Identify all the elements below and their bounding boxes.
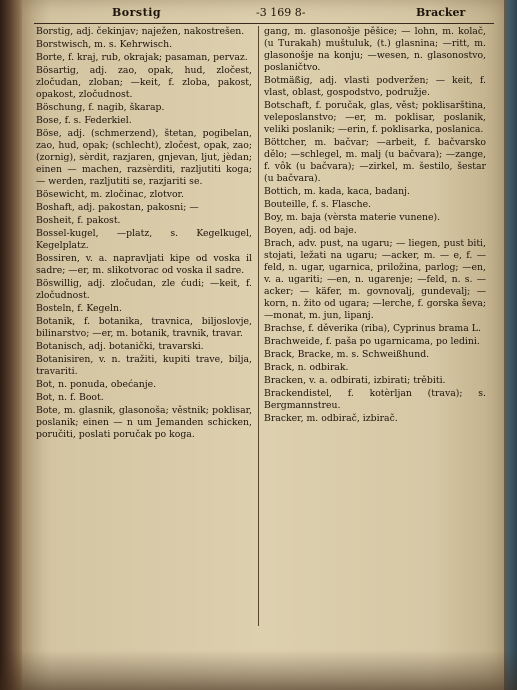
dictionary-entry: Brackendistel, f. kotèrljan (trava); s. Bergmannstreu. [264, 388, 486, 411]
dictionary-entry: gang, m. glasonošje pěšice; — lohn, m. kolač, (u Turakah) muštuluk, (t.) glasnina; —ritt, m. glasonošje na konju; —wesen, n. glasonostvo, poslaničtvo. [264, 26, 486, 73]
header-right-guideword: Bracker [416, 6, 466, 19]
dictionary-entry: Botschaft, f. poručak, glas, věst; poklisarština, veleposlanstvo; —er, m. poklisar, poslanik, veliki poslanik; —erin, f. poklisarka, poslanica. [264, 100, 486, 135]
dictionary-entry: Brack, n. odbirak. [264, 362, 349, 373]
dictionary-entry: Boy, m. baja (vèrsta materie vunene). [264, 212, 441, 223]
left-column [36, 26, 252, 442]
dictionary-entry: Bouteille, f. s. Flasche. [264, 199, 372, 210]
dictionary-entry: Bose, f. s. Federkiel. [36, 115, 132, 126]
header-left-guideword: Borstig [112, 6, 162, 19]
dictionary-entry: Böswillig, adj. zločudan, zle ćudi; —keit, f. zločudnost. [36, 278, 252, 301]
dictionary-entry: Bossiren, v. a. napravljati kipe od voska il sadre; —er, m. slikotvorac od voska il sadre. [36, 253, 252, 276]
dictionary-entry: Bosteln, f. Kegeln. [36, 303, 122, 314]
dictionary-entry: Bracker, m. odbirač, izbirač. [264, 413, 398, 424]
page-edge [504, 0, 517, 690]
dictionary-entry: Brach, adv. pust, na ugaru; — liegen, pust biti, stojati, ležati na ugaru; —acker, m. — e, f. —feld, n. ugar, ugarnica, priložina, parlog; —en, v. a. ugariti; —en, n. ugarenje; —feld, n. s. —acker; — käfer, m. govnovalj, gundevalj; — korn, n. žito od ugara; —lerche, f. gorska ševa; —monat, m. jun, lipanj. [264, 238, 486, 321]
dictionary-entry: Borte, f. kraj, rub, okrajak; pasaman, pervaz. [36, 52, 248, 63]
dictionary-entry: Bot, n. f. Boot. [36, 392, 104, 403]
header-rule [34, 23, 494, 24]
dictionary-entry: Bossel-kugel, —platz, s. Kegelkugel, Kegelplatz. [36, 228, 252, 251]
dictionary-entry: Böse, adj. (schmerzend), štetan, pogibelan, zao, hud, opak; (schlecht), zločest, opak, zao; (zornig), sèrdit, razjaren, gnjevan, ljut, jèdan; einen — machen, razsèrditi, razljutiti koga; — werden, razljutiti se, razjariti se. [36, 128, 252, 187]
dictionary-entry: Borstig, adj. čekinjav; naježen, nakostrešen. [36, 26, 245, 37]
dictionary-entry: Bösewicht, m. zločinac, zlotvor. [36, 189, 184, 200]
dictionary-entry: Bosheit, f. pakost. [36, 215, 121, 226]
dictionary-entry: Botanisch, adj. botanički, travarski. [36, 341, 204, 352]
dictionary-entry: Bottich, m. kada, kaca, badanj. [264, 186, 410, 197]
dictionary-entry: Brachweide, f. paša po ugarnicama, po ledini. [264, 336, 480, 347]
running-header [34, 6, 494, 24]
dictionary-entry: Böschung, f. nagib, škarap. [36, 102, 165, 113]
dictionary-entry: Boyen, adj. od baje. [264, 225, 357, 236]
dictionary-entry: Bot, n. ponuda, obećanje. [36, 379, 157, 390]
dictionary-entry: Brack, Bracke, m. s. Schweißhund. [264, 349, 430, 360]
dictionary-entry: Bracken, v. a. odbirati, izbirati; trěbiti. [264, 375, 446, 386]
right-column [264, 26, 486, 426]
dictionary-entry: Boshaft, adj. pakostan, pakosni; — [36, 202, 199, 213]
dictionary-entry: Böttcher, m. bačvar; —arbeit, f. bačvarsko dělo; —schlegel, m. malj (u bačvara); —zange, f. vôk (u bačvara); —zirkel, m. šestilo, šestar (u bačvara). [264, 137, 486, 184]
column-divider [258, 26, 259, 626]
dictionary-entry: Botanik, f. botanika, travnica, biljoslovje, bilinarstvo; —er, m. botanik, travnik, travar. [36, 316, 252, 339]
dictionary-entry: Bote, m. glasnik, glasonoša; věstnik; poklisar, poslanik; einen — n um Jemanden schicken, poručiti, poslati poručak po koga. [36, 405, 252, 440]
dictionary-entry: Borstwisch, m. s. Kehrwisch. [36, 39, 173, 50]
page-number: -3 169 8- [256, 6, 306, 19]
dictionary-entry: Brachse, f. děverika (riba), Cyprinus brama L. [264, 323, 481, 334]
dictionary-entry: Botmäßig, adj. vlasti podveržen; — keit, f. vlast, oblast, gospodstvo, podružje. [264, 75, 486, 98]
dictionary-entry: Botanisiren, v. n. tražiti, kupiti trave, bilja, travariti. [36, 354, 252, 377]
dictionary-entry: Bösartig, adj. zao, opak, hud, zločest, zločudan, zloban; —keit, f. zloba, pakost, opakost, zločudnost. [36, 65, 252, 100]
bottom-shadow [0, 650, 517, 690]
